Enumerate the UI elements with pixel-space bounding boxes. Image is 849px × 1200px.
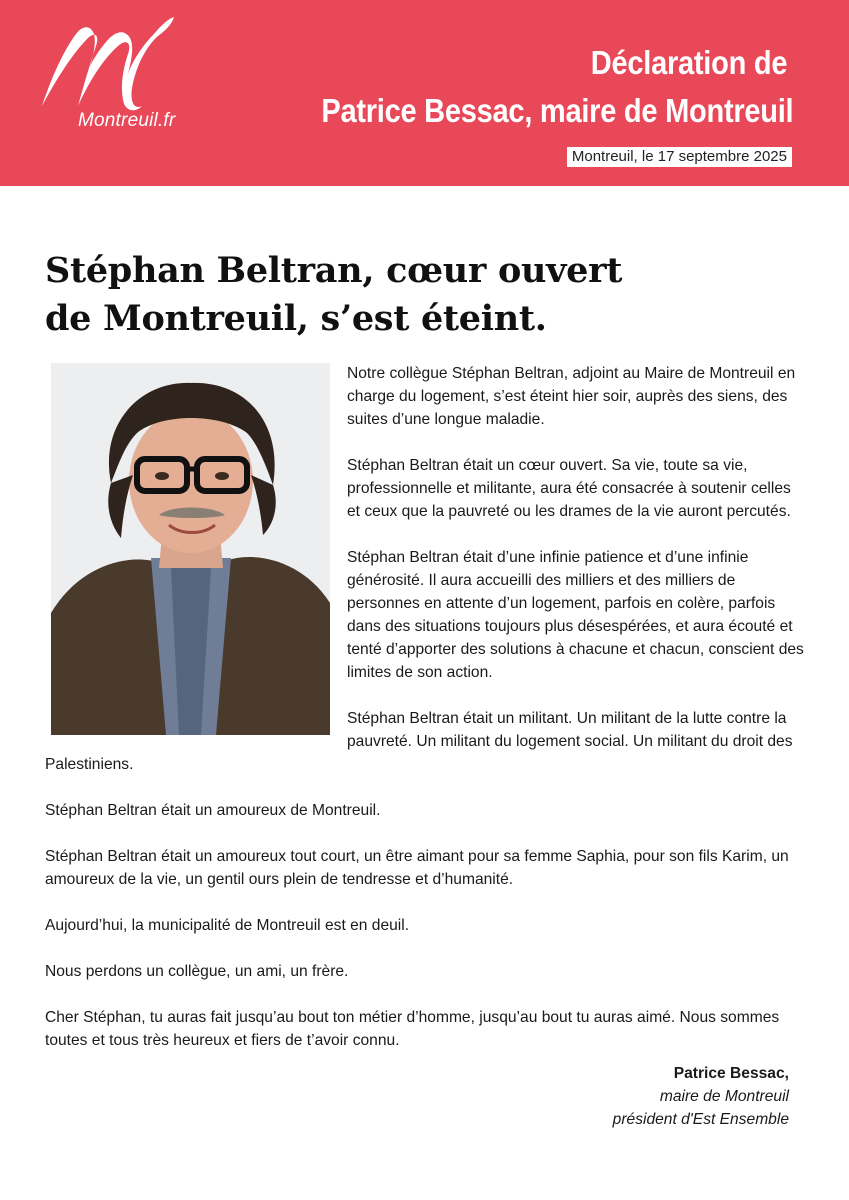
page-title bbox=[45, 247, 805, 343]
paragraph: Stéphan Beltran était un militant. Un militant de la lutte contre la pauvreté. Un militant du logement social. Un militant du droit des Palestiniens. bbox=[45, 710, 793, 773]
paragraph: Stéphan Beltran était un cœur ouvert. Sa vie, toute sa vie, professionnelle et militante, aura été consacrée à soutenir celles et ceux que la pauvreté ou les drames de la vie auront percutés. bbox=[347, 457, 791, 520]
page-title-line1: Stéphan Beltran, cœur ouvert bbox=[45, 250, 623, 291]
signature-block bbox=[613, 1062, 789, 1131]
paragraph: Nous perdons un collègue, un ami, un frère. bbox=[45, 963, 349, 980]
header-banner bbox=[0, 0, 849, 186]
article-body bbox=[45, 362, 805, 1075]
paragraph: Notre collègue Stéphan Beltran, adjoint au Maire de Montreuil en charge du logement, s’est éteint hier soir, auprès des siens, des suites d’une longue maladie. bbox=[347, 365, 796, 428]
signature-name: Patrice Bessac, bbox=[673, 1065, 789, 1082]
date-label: Montreuil, le 17 septembre 2025 bbox=[567, 147, 792, 167]
paragraph: Stéphan Beltran était un amoureux tout court, un être aimant pour sa femme Saphia, pour son fils Karim, un amoureux de la vie, un gentil ours plein de tendresse et d’humanité. bbox=[45, 848, 789, 888]
paragraph: Cher Stéphan, tu auras fait jusqu’au bout ton métier d’homme, jusqu’au bout tu auras aimé. Nous sommes toutes et tous très heureux et fiers de t’avoir connu. bbox=[45, 1009, 780, 1049]
paragraph: Stéphan Beltran était un amoureux de Montreuil. bbox=[45, 802, 381, 819]
logo-text: Montreuil.fr bbox=[78, 110, 176, 131]
declaration-title-line2: Patrice Bessac, maire de Montreuil bbox=[320, 92, 793, 129]
page-title-line2: de Montreuil, s’est éteint. bbox=[45, 298, 547, 339]
declaration-title-line1: Déclaration de bbox=[590, 44, 787, 81]
paragraph: Aujourd’hui, la municipalité de Montreuil est en deuil. bbox=[45, 917, 410, 934]
signature-role-mayor: maire de Montreuil bbox=[659, 1088, 789, 1105]
signature-role-president: président d'Est Ensemble bbox=[612, 1111, 789, 1128]
paragraph: Stéphan Beltran était d’une infinie patience et d’une infinie générosité. Il aura accueilli des milliers et des milliers de personnes en attente d’un logement, parfois en colère, parfois dans des situations toujours plus désespérées, et aura écouté et tenté d’apporter des solutions à chacune et chacun, conscient des limites de son action. bbox=[347, 549, 804, 681]
photo-spacer bbox=[45, 362, 347, 734]
